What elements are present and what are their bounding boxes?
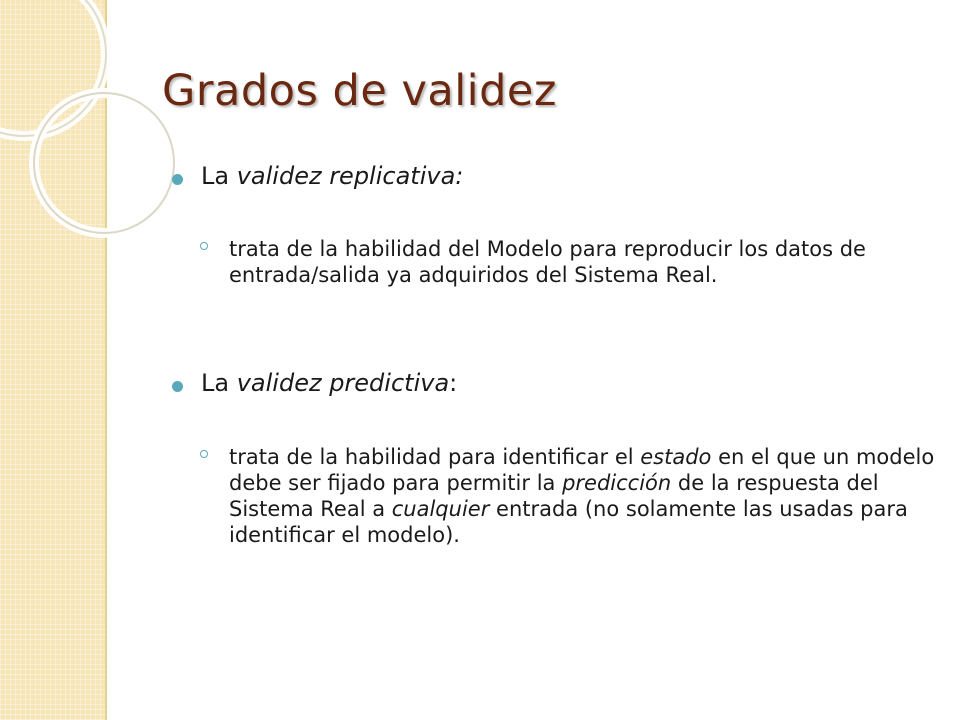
bullet-label xyxy=(201,369,457,397)
sub-bullet-segment: entrada (no solamente las usadas para identificar el modelo). xyxy=(229,497,908,547)
sub-bullet-segment-italic: predicción xyxy=(562,471,672,495)
bullet-label-italic: validez predictiva xyxy=(236,369,450,397)
sub-bullet-segment: trata de la habilidad para identificar el xyxy=(229,445,641,469)
ring-bullet-icon xyxy=(200,450,208,458)
sub-bullet-segment: en el que un modelo debe ser fijado para permitir la xyxy=(229,445,935,495)
ring-bullet-icon xyxy=(200,242,208,250)
decorative-circles xyxy=(0,0,240,240)
slide-title: Grados de validez xyxy=(162,66,557,116)
sub-bullet-segment: trata de la habilidad del Modelo para reproducir los datos de entrada/salida ya adquiridos del Sistema Real. xyxy=(229,237,866,287)
bullet-label-plain: La xyxy=(201,162,237,190)
sub-bullet-segment: de la respuesta del Sistema Real a xyxy=(229,471,879,521)
bullet-label-tail: : xyxy=(449,369,458,397)
filled-circle-bullet-icon xyxy=(172,174,183,185)
bullet-label-plain: La xyxy=(201,369,237,397)
sub-bullet-text xyxy=(229,444,944,548)
sub-bullet-text xyxy=(229,236,944,288)
bullet-label xyxy=(201,162,463,190)
sub-bullet-segment-italic: estado xyxy=(640,445,712,469)
sub-bullet-segment-italic: cualquier xyxy=(391,497,490,521)
filled-circle-bullet-icon xyxy=(172,381,183,392)
bullet-label-italic: validez replicativa: xyxy=(236,162,464,190)
